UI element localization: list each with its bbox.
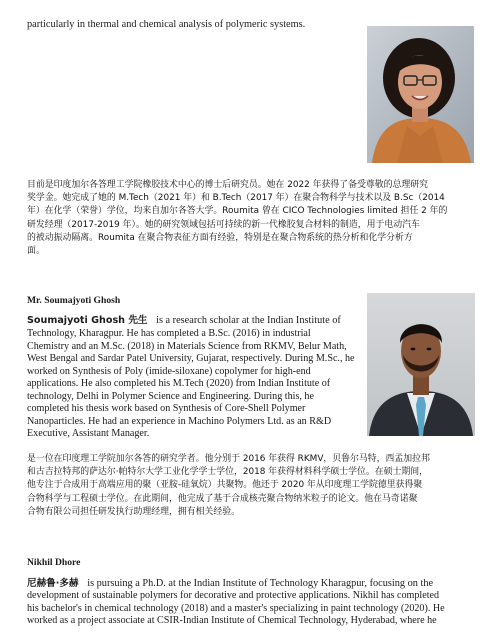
name-heading-nikhil: Nikhil Dhore (27, 557, 81, 568)
bio-english-soumajyoti (27, 328, 355, 441)
lead-text: is a research scholar at the Indian Institute of (156, 315, 341, 326)
bio-line: 面。 (27, 246, 45, 257)
bio-line: Technology, Kharagpur. He has completed a B.Sc. (2016) in industrial (27, 328, 311, 339)
bio-chinese-roumita (27, 179, 477, 258)
bio-english-nikhil (27, 590, 445, 628)
bio-line: 和古吉拉特邦的萨达尔·帕特尔大学工业化学学士学位，2018 年获得材料科学硕士学位。在硕士期间， (27, 467, 428, 478)
bio-line: worked as a project associate at CSIR-Indian Institute of Chemical Technology, Hyderabad, where he (27, 615, 437, 627)
bio-chinese-soumajyoti (27, 453, 477, 519)
bio-line: Chemistry and an M.Sc. (2018) in Materials Science from RKMV, Belur Math, (27, 340, 347, 352)
portrait-photo-roumita (367, 26, 474, 163)
bio-line: 合物科学与工程硕士学位。在此期间，他完成了基于合成核壳聚合物纳米粒子的论文。他在马奇诺聚 (27, 493, 418, 504)
lead-line-soumajyoti (27, 312, 341, 326)
bio-line: 合物有限公司担任研发执行助理经理，拥有相关经验。 (27, 506, 240, 517)
bio-line: 是一位在印度理工学院加尔各答的研究学者。他分别于 2016 年获得 RKMV，贝鲁尔马特，西孟加拉邦 (27, 454, 430, 464)
bio-line: West Bengal and Sardar Patel University, Gujarat, respectively. During M.Sc., he (27, 353, 355, 365)
bio-line: 奖学金。她完成了她的 M.Tech（2021 年）和 B.Tech（2017 年）在聚合物科学与技术以及 B.Sc（2014 (27, 193, 445, 204)
intro-text: particularly in thermal and chemical analysis of polymeric systems. (27, 19, 306, 30)
bio-line: 研发经理（2017-2019 年）。她的研究领域包括可持续的新一代橡胶复合材料的制造，用于电动汽车 (27, 219, 420, 230)
lead-line-nikhil (27, 575, 433, 589)
bio-line: technology, Delhi in Polymer Science and Engineering. During this, he (27, 390, 314, 402)
name-heading-soumajyoti: Mr. Soumajyoti Ghosh (27, 295, 121, 306)
bio-line: development of sustainable polymers for decorative and protective applications. Nikhil has completed (27, 590, 440, 601)
name-chinese: Soumajyoti Ghosh 先生 (27, 315, 148, 326)
name-chinese: 尼赫鲁·多赫 (27, 578, 79, 589)
bio-line: 他专注于合成用于高端应用的聚（亚胺-硅氧烷）共聚物。他还于 2020 年从印度理工学院德里获得聚 (27, 480, 423, 491)
lead-text: is pursuing a Ph.D. at the Indian Institute of Technology Kharagpur, focusing on the (87, 578, 434, 589)
bio-line: applications. He also completed his M.Tech (2020) from Indian Institute of (27, 378, 331, 390)
bio-line: worked on Synthesis of Poly (imide-siloxane) copolymer for high-end (27, 365, 311, 377)
bio-line: his bachelor's in chemical technology (2018) and a master's specializing in paint technology (2020). He (27, 602, 445, 614)
bio-line: 目前是印度加尔各答理工学院橡胶技术中心的博士后研究员。她在 2022 年获得了备受尊敬的总理研究 (27, 180, 428, 190)
portrait-photo-soumajyoti (367, 293, 475, 436)
bio-line: completed his thesis work based on Synthesis of Core-Shell Polymer (27, 403, 306, 415)
bio-line: 年）在化学（荣誉）学位，均来自加尔各答大学。Roumita 曾在 CICO Technologies limited 担任 2 年的 (27, 206, 448, 217)
bio-line: Executive, Assistant Manager. (27, 428, 150, 440)
bio-line: Nanoparticles. He had an experience in Machino Polymers Ltd. as an R&D (27, 415, 332, 427)
bio-line: 的被动振动隔离。Roumita 在聚合物表征方面有经验，特别是在聚合物系统的热分析和化学分析方 (27, 232, 413, 243)
